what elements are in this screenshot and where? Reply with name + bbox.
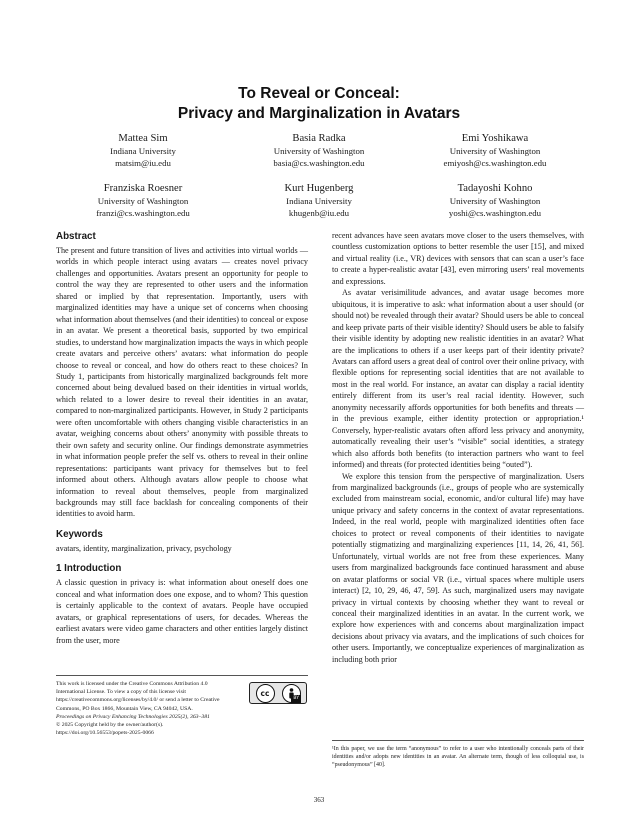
page-number: 363 <box>313 796 325 804</box>
author-row-2 <box>55 182 583 219</box>
author-affiliation: University of Washington <box>449 196 541 206</box>
by-label: BY <box>291 695 301 703</box>
paragraph: As avatar verisimilitude advances, and avatar usage becomes more ubiquitous, it is imperative to ask: what information about a user should (or should not) be revealed through their avatar? Should users be able to conceal and keep private parts of their visible identity? Should users be able to falsify their visible identity by adopting new realistic identities in an avatar? What are the implications to others if a user keeps part of their identity private? Avatars can afford users a great deal of control over their online privacy, with flexible options for representing social identities that are not available to most in the real world. For instance, an avatar can display a racial identity entirely different from its user’s real racial identity. However, such anonymity necessarily affords opportunities for both benefits and threats — in the previous example, either identity protection or appropriation.¹ Conversely, hyper-realistic avatars often afford less privacy and anonymity, automatically revealing their user’s “visible” social identities, a strategy which also affords both benefits (to interaction partners who want to feel informed) and threats (for protected identities being “outed”). <box>332 288 584 470</box>
cc-by-badge[interactable] <box>249 682 307 704</box>
journal-citation: Proceedings on Privacy Enhancing Technologies 2025(2), 363–381 <box>56 713 210 720</box>
author-card <box>407 132 583 169</box>
author-email[interactable]: matsim@iu.edu <box>115 157 171 168</box>
doi-link[interactable]: https://doi.org/10.56553/popets-2025-0066 <box>56 730 154 737</box>
abstract-text: The present and future transition of lives and activities into virtual worlds — worlds in which people interact using avatars — creates novel privacy challenges and opportunities. Avatars present an opportunity for people to control the way they are represented to other users and the information shared or implied by that representation. Importantly, users with marginalized identities may have a unique set of concerns when choosing what information about themselves (and their identities) to conceal or expose in an avatar. We present a theoretical basis, supported by two empirical studies, to understand how marginalization impacts the ways in which people create avatars and perceive others’ avatars: what information do people choose to reveal or conceal, and how do others react to these choices? In Study 1, participants from historically marginalized backgrounds felt more concerned about being devalued based on their identities in virtual worlds, which related to a lower desire to reveal their identities in an avatar, compared to non-marginalized participants. However, in Study 2 participants were often uncomfortable with others changing visible characteristics in an avatar, weighing concerns about others’ anonymity with possible threats to their own safety and security online. Our findings demonstrate asymmetries in what information people prefer the self vs. others to reveal in their online representations: participants want privacy for themselves but to feel informed about others. Although avatars allow people to choose what information to reveal about themselves, people from marginalized backgrounds may still face backlash for concealing components of their identities to avoid harm. <box>56 246 308 519</box>
author-card <box>231 182 407 219</box>
author-card <box>55 182 231 219</box>
author-name: Basia Radka <box>292 133 346 144</box>
left-column <box>56 230 308 646</box>
author-card <box>407 182 583 219</box>
keywords-text: avatars, identity, marginalization, privacy, psychology <box>56 543 232 553</box>
copyright-notice: © 2025 Copyright held by the owner/author(s). <box>56 722 164 729</box>
author-email[interactable]: khugenb@iu.edu <box>288 207 350 218</box>
author-card <box>55 132 231 169</box>
author-affiliation: University of Washington <box>273 146 365 156</box>
title-line-1: To Reveal or Conceal: <box>238 85 400 102</box>
author-card <box>231 132 407 169</box>
author-name: Tadayoshi Kohno <box>457 183 533 194</box>
author-email[interactable]: basia@cs.washington.edu <box>273 157 365 168</box>
intro-text: A classic question in privacy is: what information about oneself does one conceal and what information does one expose, and to whom? This question is certainly applicable to the context of avatars. People have occupied avatars, or graphical representations of users, for decades. Whereas the earliest avatars were video game characters and other entities largely distinct from the user, more <box>56 578 308 645</box>
right-column <box>332 230 584 665</box>
author-name: Franziska Roesner <box>103 183 183 194</box>
paragraph: We explore this tension from the perspective of marginalization. Users from marginalized backgrounds (i.e., groups of people who are systemically excluded from mainstream social, economic, and/or cultural life) may have unique privacy and safety concerns in the context of avatar representations. Indeed, in the real world, people with marginalized identities often face choices to protect or reveal components of their identities to navigate potentially stigmatizing and marginalizing experiences [11, 14, 26, 41, 56]. Unfortunately, virtual worlds are not free from these experiences. Many users from marginalized backgrounds face continued harassment and abuse on avatar platforms or social VR (i.e., virtual spaces where multiple users interact) [2, 10, 29, 46, 47, 59]. As such, marginalized users may navigate privacy in virtual contexts by choosing whether they want to reveal or conceal their marginalized identities in an avatar. In the current work, we explore how experiences with and concerns about marginalization impact decisions about privacy via avatars, and the implications of such choices for other users. Importantly, we conceptualize experiences of marginalization as including both prior <box>332 471 584 664</box>
author-email[interactable]: emiyosh@cs.washington.edu <box>443 157 547 168</box>
paper-title <box>0 84 638 124</box>
author-email[interactable]: franzi@cs.washington.edu <box>96 207 190 218</box>
cc-icon: cc <box>256 684 275 703</box>
author-block <box>55 132 583 232</box>
author-affiliation: University of Washington <box>97 196 189 206</box>
author-name: Mattea Sim <box>118 133 168 144</box>
author-affiliation: University of Washington <box>449 146 541 156</box>
license-block <box>56 675 308 737</box>
title-line-2: Privacy and Marginalization in Avatars <box>177 105 461 122</box>
author-row-1 <box>55 132 583 169</box>
author-name: Kurt Hugenberg <box>284 183 354 194</box>
keywords-heading: Keywords <box>56 528 103 540</box>
author-affiliation: Indiana University <box>110 146 176 156</box>
abstract-heading: Abstract <box>56 231 96 242</box>
intro-heading: 1 Introduction <box>56 563 122 575</box>
license-text: This work is licensed under the Creative Commons Attribution 4.0 International License. To view a copy of this license visit https://creativecommons.org/licenses/by/4.0/ or send a letter to Creative Commons, PO Box 1866, Mountain View, CA 94042, USA. <box>56 681 220 712</box>
author-name: Emi Yoshikawa <box>461 133 529 144</box>
author-email[interactable]: yoshi@cs.washington.edu <box>448 207 542 218</box>
footnote: ¹In this paper, we use the term “anonymous” to refer to a user who intentionally conceals parts of their identities and/or adopts new identities in an avatar. An alternate term, though of less colloquial use, is “pseudonymous” [40]. <box>332 740 584 769</box>
paragraph: recent advances have seen avatars move closer to the users themselves, with countless customization options to better resemble the user [15], and mixed and virtual reality (i.e., VR) devices with sensors that can scan a user’s face to create a hyper-realistic avatar [43], even mirroring users’ real movements and expressions. <box>332 231 584 286</box>
author-affiliation: Indiana University <box>286 196 352 206</box>
